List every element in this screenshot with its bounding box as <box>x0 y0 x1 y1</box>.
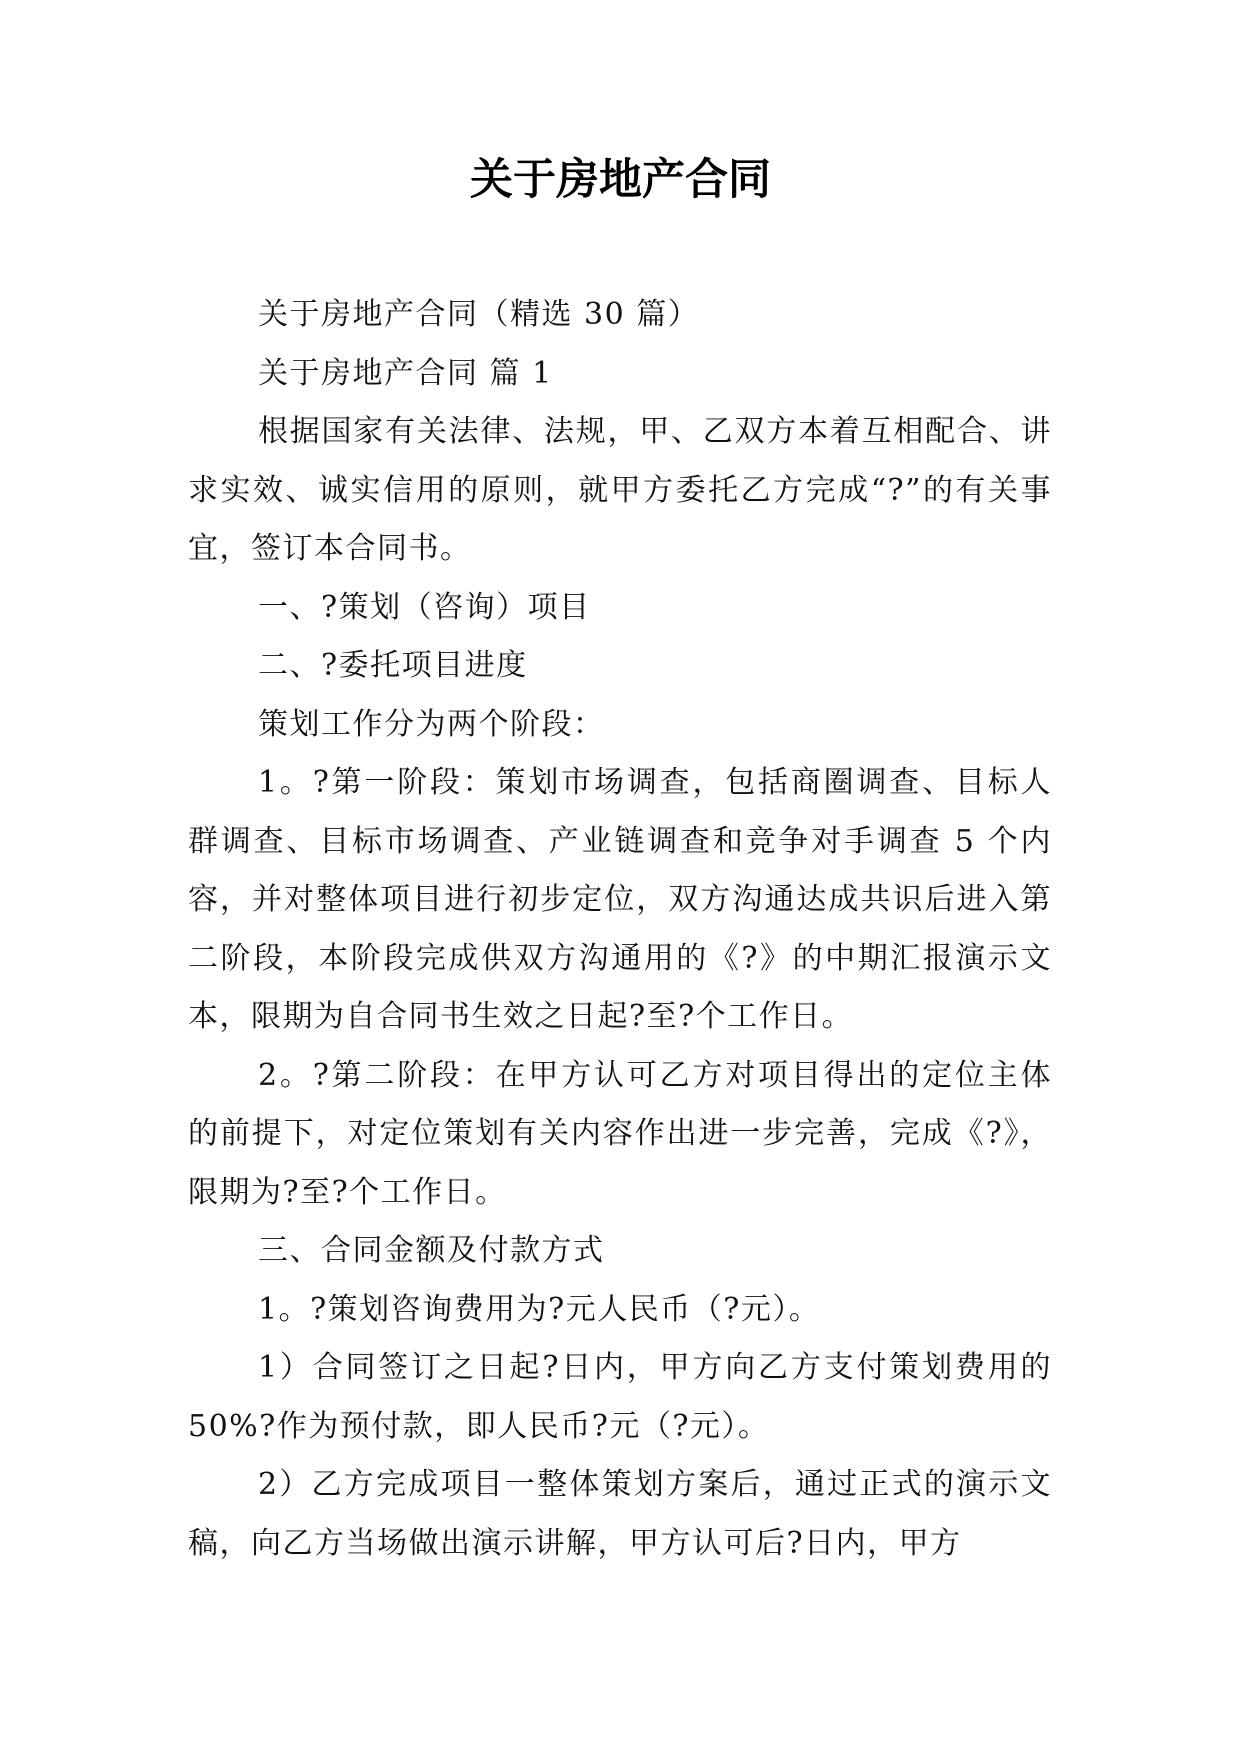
clause-heading-3: 三、合同金额及付款方式 <box>258 1233 605 1268</box>
clause-heading-1: 一、?策划（咨询）项目 <box>258 589 591 625</box>
section-heading-part-1: 关于房地产合同 篇 1 <box>258 355 553 391</box>
subtitle-collection: 关于房地产合同（精选 30 篇） <box>258 297 700 332</box>
stage-1-paragraph: 1。?第一阶段：策划市场调查，包括商圈调查、目标人群调查、目标市场调查、产业链调查和竞争对手调查 5 个内容，并对整体项目进行初步定位，双方沟通达成共识后进入第二阶段，本阶段完成供双方沟通用的《?》的中期汇报演示文本，限期为自合同书生效之日起?至?个工作日。 <box>188 765 1052 1034</box>
stage-2-paragraph: 2。?第二阶段：在甲方认可乙方对项目得出的定位主体的前提下，对定位策划有关内容作出进一步完善，完成《?》，限期为?至?个工作日。 <box>188 1057 1052 1210</box>
fee-paragraph: 1。?策划咨询费用为?元人民币（?元）。 <box>258 1291 821 1327</box>
payment-item-1: 1）合同签订之日起?日内，甲方向乙方支付策划费用的 50%?作为预付款，即人民币?元（?元）。 <box>188 1350 1052 1444</box>
document-body <box>188 286 1052 1573</box>
document-title: 关于房地产合同 <box>470 155 771 205</box>
payment-item-2: 2）乙方完成项目一整体策划方案后，通过正式的演示文稿，向乙方当场做出演示讲解，甲方认可后?日内，甲方 <box>188 1467 1052 1561</box>
stages-intro: 策划工作分为两个阶段： <box>258 706 605 742</box>
clause-heading-2: 二、?委托项目进度 <box>258 648 528 683</box>
intro-paragraph: 根据国家有关法律、法规，甲、乙双方本着互相配合、讲求实效、诚实信用的原则，就甲方委托乙方完成“?”的有关事宜，签订本合同书。 <box>188 414 1052 566</box>
